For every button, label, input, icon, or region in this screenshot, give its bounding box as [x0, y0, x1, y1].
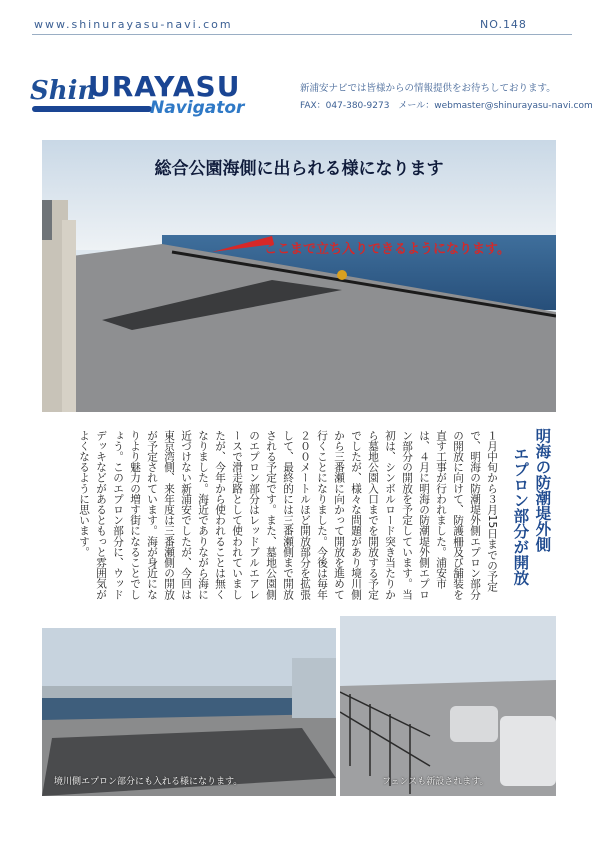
hero-caption: ここまで立ち入りできるようになります。	[264, 242, 510, 257]
logo-urayasu: URAYASU	[88, 70, 241, 103]
header-divider	[32, 34, 572, 35]
hero-scene	[42, 140, 556, 412]
hero-photo	[42, 140, 556, 412]
photo-right-caption: フェンスも新設されます。	[382, 777, 489, 787]
photo-left-scene	[42, 628, 336, 796]
issue-number: NO.148	[480, 18, 527, 31]
tagline: 新浦安ナビでは皆様からの情報提供をお待ちしております。	[300, 83, 556, 94]
photo-new-fence	[340, 616, 556, 796]
article-heading-line2: エプロン部分が開放	[511, 446, 530, 586]
photo-sakaigawa-apron	[42, 628, 336, 796]
site-url: www.shinurayasu-navi.com	[34, 18, 233, 31]
logo-shin: Shin	[30, 76, 97, 106]
article-body: １月中旬から３月15日までの予定で、明海の防潮堤外側エプロン部分の開放に向けて、防護柵及び舗装を直す工事が行われました。浦安市は、４月に明海の防潮堤外側エプロン部分の開放を予定しています。当初は、シンボルロード突き当たりから墓地公園入口までを開放する予定でしたが、様々な問題があり境川側から三番瀬に向かって開放を進めて行くことになりました。今後は毎年２００メートルほど開放部分を拡張して、最終的には三番瀬側まで開放される予定です。また、墓地公園側のエプロン部分はレッドブルエアレースで滑走路として使われていましたが、今年から使われることは無くなりました。海近でありながら海に近づけない新浦安でしたが、今回は東京湾側、来年度は三番瀬側の開放が予定されています。海が身近になりより魅力の増す街になることでしょう。このエプロン部分に、ウッドデッキなどがあるともっと雰囲気がよくなるように思います。	[78, 430, 498, 600]
logo-navigator: Navigator	[150, 98, 245, 118]
photo-left-caption: 境川側エプロン部分にも入れる様になります。	[54, 777, 243, 787]
contact-info: FAX：047-380-9273 メール：webmaster@shinurayasu-navi.com	[300, 101, 593, 111]
photo-right-scene	[340, 616, 556, 796]
article-heading-line1: 明海の防潮堤外側	[533, 428, 552, 552]
logo-swoosh	[32, 106, 152, 112]
hero-title: 総合公園海側に出られる様になります	[154, 159, 444, 179]
site-logo	[30, 68, 295, 116]
